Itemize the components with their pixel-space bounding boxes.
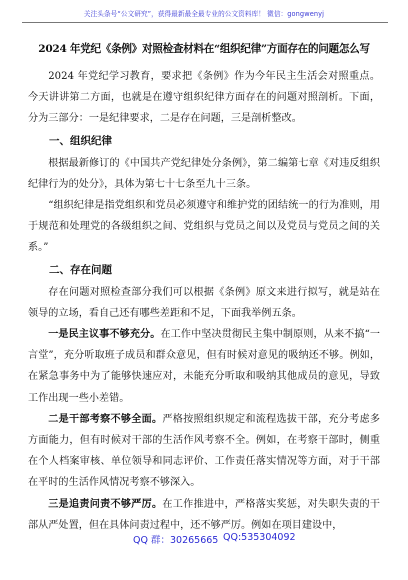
banner-divider: [22, 22, 388, 23]
footer-qq-number: QQ:535304092: [223, 532, 296, 543]
section-heading-2: 二、存在问题: [49, 263, 112, 276]
section-2-paragraph-1: 存在问题对照检查部分我们可以根据《条例》原文来进行拟写，就是站在领导的立场，看自己还有哪些差距和不足，下面我举例五条。: [28, 286, 380, 319]
footer-qq-group: QQ 群：30265665: [133, 535, 219, 546]
top-banner: 关注头条号“公文研究”，获得最新最全最专业的公文资料库！ 微信：gongwenyj: [83, 10, 325, 18]
section-1-quote: “组织纪律是指党组织和党员必须遵守和维护党的团结统一的行为准则，用于规范和处理党的各级组织之间、党组织与党员之间以及党员与党员之间的关系。”: [28, 200, 380, 254]
document-title: 2024 年党纪《条例》对照检查材料在“组织纪律”方面存在的问题怎么写: [38, 43, 370, 55]
problem-item-2-lead: 二是干部考察不够全面。: [48, 413, 163, 425]
problem-item-3-text: 在工作推进中，严格落实奖惩，对失职失责的干部从严处置，但在具体问责过程中，还不够严厉。例如在项目建设中，: [28, 498, 380, 531]
problem-item-3: [28, 494, 380, 536]
problem-item-1-lead: 一是民主议事不够充分。: [48, 329, 161, 341]
problem-item-3-lead: 三是追责问责不够严厉。: [48, 498, 163, 510]
problem-item-1-text: 在工作中坚决贯彻民主集中制原则，从来不搞“一言堂”，充分听取班子成员和群众意见，但有时候对意见的吸纳还不够。例如，在紧急事务中为了能够快速应对，未能充分听取和吸纳其他成员的意见，导致工作出现一些小差错。: [28, 329, 380, 404]
problem-item-2: [28, 409, 380, 494]
document-body: [28, 66, 380, 536]
intro-paragraph: 2024 年党纪学习教育，要求把《条例》作为今年民主生活会对照重点。今天讲讲第二方面，也就是在遵守组织纪律方面存在的问题对照剖析。下面，分为三部分：一是纪律要求，二是存在问题，三是剖析整改。: [28, 71, 380, 125]
problem-item-1: [28, 324, 380, 409]
section-1-paragraph-1: 根据最新修订的《中国共产党纪律处分条例》，第二编第七章《对违反组织纪律行为的处分》，具体为第七十七条至九十三条。: [28, 157, 380, 190]
section-heading-1: 一、组织纪律: [49, 134, 112, 147]
problem-item-2-text: 严格按照组织规定和流程选拔干部，充分考虑多方面能力，但有时候对干部的生活作风考察不全。例如，在考察干部时，侧重在个人档案审核、单位领导和同志评价、工作责任落实情况等方面，对于干部在平时的生活作风情况考察不够深入。: [28, 413, 380, 489]
